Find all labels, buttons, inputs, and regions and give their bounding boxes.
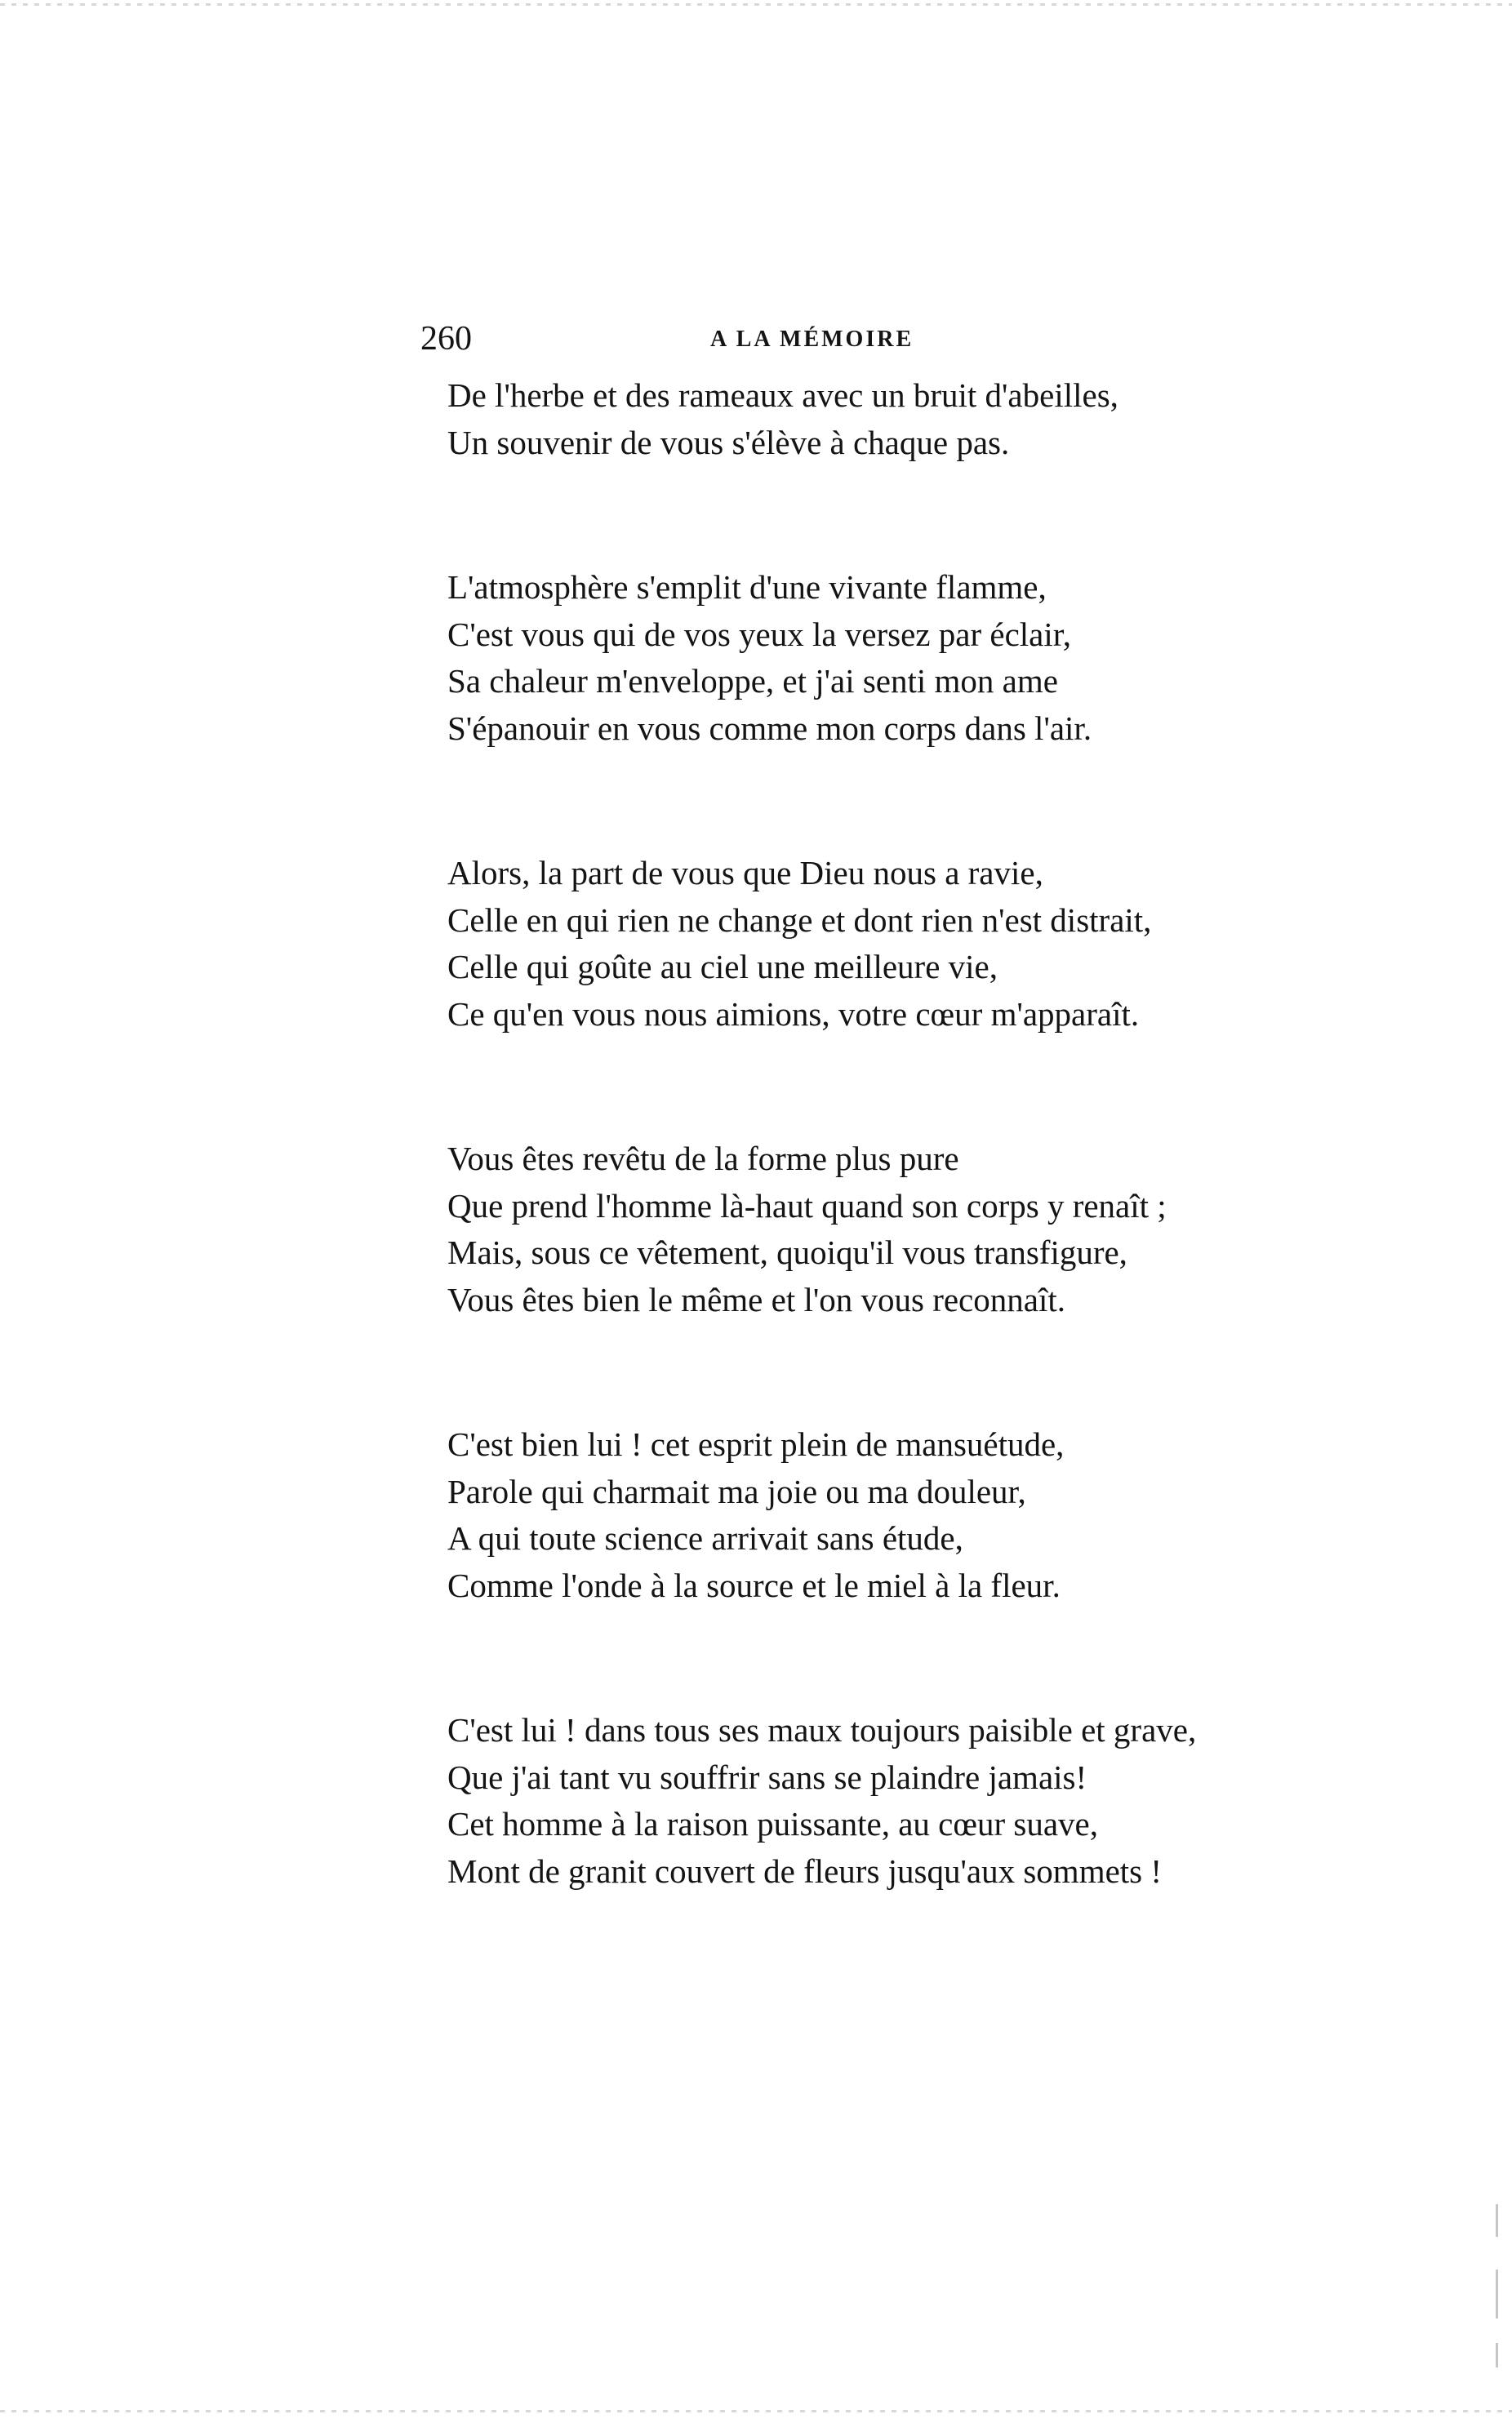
verse-line: Un souvenir de vous s'élève à chaque pas.	[447, 423, 1010, 461]
page-number: 260	[420, 320, 472, 358]
verse-line: Vous êtes revêtu de la forme plus pure	[447, 1140, 959, 1177]
scan-margin-mark	[1496, 2204, 1498, 2237]
verse-line: A qui toute science arrivait sans étude,	[447, 1519, 963, 1557]
verse-line: C'est vous qui de vos yeux la versez par éclair,	[447, 615, 1072, 653]
scan-edge-top	[0, 3, 1512, 6]
stanza-1	[447, 372, 1345, 466]
verse-line: S'épanouir en vous comme mon corps dans l'air.	[447, 709, 1092, 747]
verse-line: Mont de granit couvert de fleurs jusqu'aux sommets !	[447, 1852, 1163, 1890]
verse-line: C'est lui ! dans tous ses maux toujours paisible et grave,	[447, 1711, 1197, 1749]
verse-line: Vous êtes bien le même et l'on vous reconnaît.	[447, 1280, 1065, 1318]
stanza-3	[447, 850, 1345, 1038]
verse-line: Sa chaleur m'enveloppe, et j'ai senti mon ame	[447, 662, 1058, 700]
verse-line: Ce qu'en vous nous aimions, votre cœur m'apparaît.	[447, 994, 1140, 1033]
stanza-5	[447, 1421, 1345, 1609]
verse-line: Celle en qui rien ne change et dont rien n'est distrait,	[447, 900, 1152, 939]
running-head	[420, 318, 1270, 359]
stanza-4	[447, 1136, 1345, 1323]
scan-edge-bottom	[0, 2410, 1512, 2412]
poem	[447, 372, 1345, 1895]
verse-line: Que j'ai tant vu souffrir sans se plaindre jamais!	[447, 1758, 1087, 1796]
verse-line: C'est bien lui ! cet esprit plein de mansuétude,	[447, 1425, 1065, 1463]
verse-line: Celle qui goûte au ciel une meilleure vie,	[447, 948, 998, 985]
verse-line: L'atmosphère s'emplit d'une vivante flamme,	[447, 568, 1047, 606]
verse-line: Mais, sous ce vêtement, quoiqu'il vous transfigure,	[447, 1234, 1127, 1271]
verse-line: Parole qui charmait ma joie ou ma douleur,	[447, 1472, 1026, 1510]
stanza-2	[447, 564, 1345, 752]
scan-margin-mark	[1496, 2270, 1498, 2319]
verse-line: De l'herbe et des rameaux avec un bruit d'abeilles,	[447, 376, 1118, 414]
verse-line: Comme l'onde à la source et le miel à la fleur.	[447, 1566, 1061, 1604]
running-title: A LA MÉMOIRE	[710, 327, 914, 352]
verse-line: Que prend l'homme là-haut quand son corps y renaît ;	[447, 1186, 1167, 1225]
scan-margin-mark	[1496, 2343, 1498, 2367]
verse-line: Cet homme à la raison puissante, au cœur suave,	[447, 1805, 1098, 1843]
stanza-6	[447, 1707, 1345, 1895]
verse-line: Alors, la part de vous que Dieu nous a ravie,	[447, 854, 1043, 891]
